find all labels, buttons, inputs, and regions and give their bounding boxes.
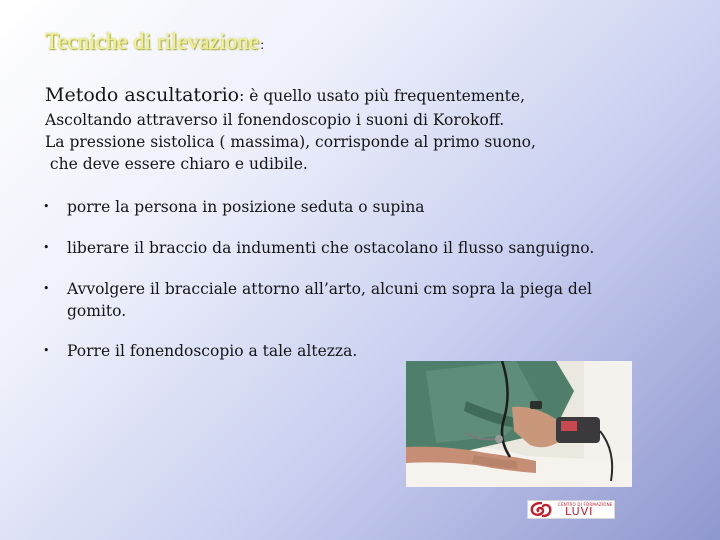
bullet-dot-icon: • <box>43 200 50 213</box>
list-item-text: Porre il fonendoscopio a tale altezza. <box>67 342 358 360</box>
method-label: Metodo ascultatorio <box>45 84 240 106</box>
method-line <box>45 83 525 108</box>
logo-name: LUVI <box>565 505 594 518</box>
method-description: : è quello usato più frequentemente, <box>239 87 526 105</box>
list-item <box>40 196 600 218</box>
blood-pressure-illustration <box>406 361 632 487</box>
procedure-list <box>40 196 600 362</box>
blood-pressure-photo <box>406 361 632 487</box>
intro-paragraph <box>45 109 605 175</box>
list-item <box>40 237 600 259</box>
list-item-text: Avvolgere il bracciale attorno all’arto, alcuni cm sopra la piega del gomito. <box>67 280 592 320</box>
bullet-dot-icon: • <box>43 344 50 357</box>
list-item-text: porre la persona in posizione seduta o supina <box>67 198 425 216</box>
slide-title <box>45 28 264 60</box>
list-item-text: liberare il braccio da indumenti che ostacolano il flusso sanguigno. <box>67 239 595 257</box>
paragraph-line: La pressione sistolica ( massima), corrisponde al primo suono, <box>45 133 536 151</box>
logo-tagline: CENTRO DI FORMAZIONE <box>558 502 613 507</box>
luvi-swirl-icon <box>530 502 552 517</box>
bullet-dot-icon: • <box>43 241 50 254</box>
luvi-logo <box>527 500 615 519</box>
slide-title-colon: : <box>260 38 265 53</box>
list-item <box>40 278 600 322</box>
paragraph-line: Ascoltando attraverso il fonendoscopio i suoni di Korokoff. <box>45 111 505 129</box>
paragraph-line: che deve essere chiaro e udibile. <box>45 155 308 173</box>
slide-title-text: Tecniche di rilevazione <box>45 29 260 54</box>
bullet-dot-icon: • <box>43 282 50 295</box>
list-item <box>40 340 600 362</box>
